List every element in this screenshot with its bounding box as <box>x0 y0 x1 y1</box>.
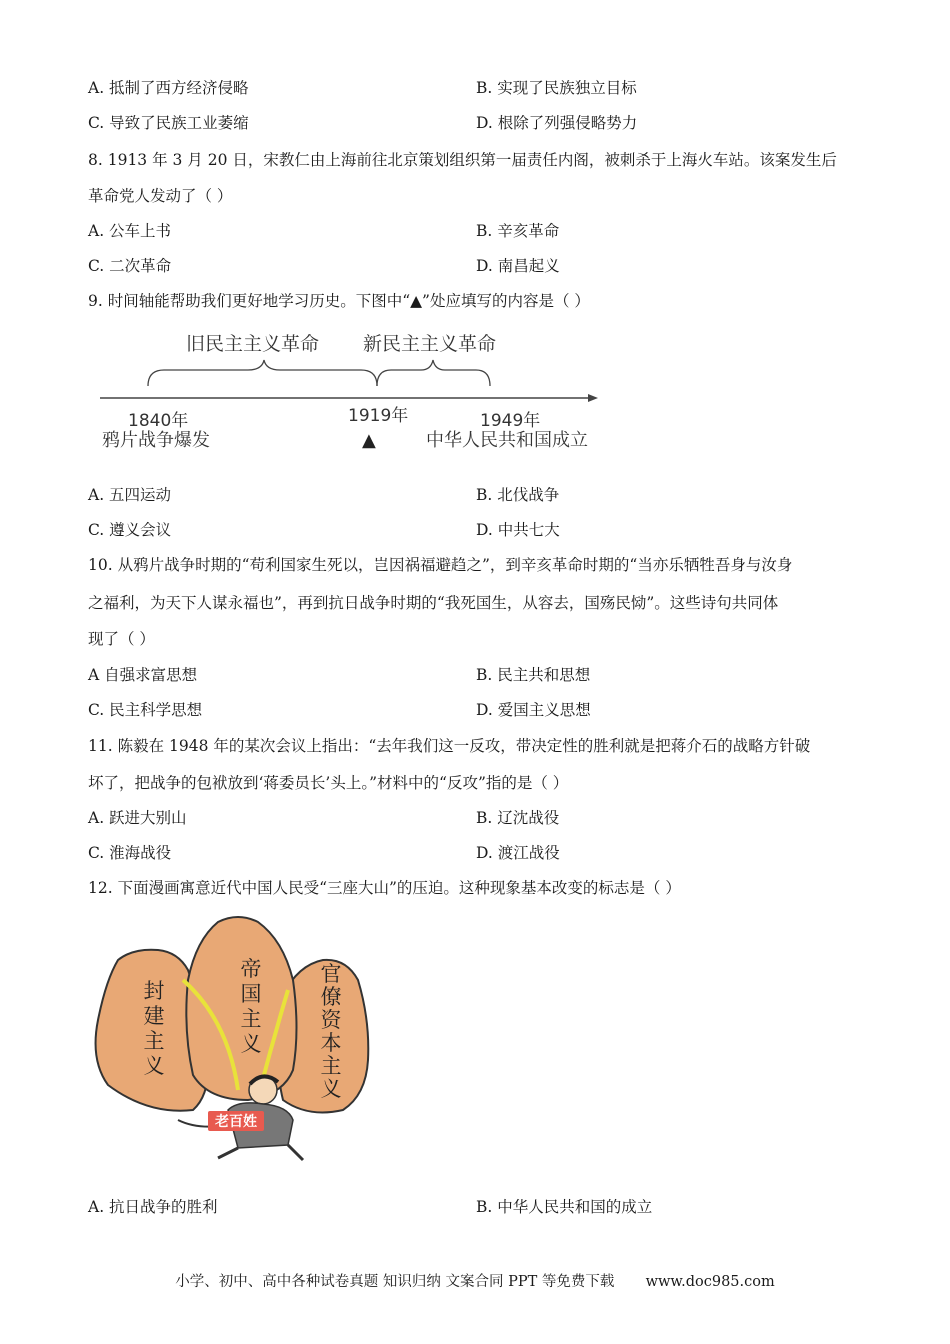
q10-option-a: A 自强求富思想 <box>88 666 198 684</box>
year-1949: 1949年 <box>480 411 541 431</box>
label-left-3: 主 <box>143 1029 165 1053</box>
q11-option-a: A. 跃进大别山 <box>88 809 187 827</box>
q8-option-a: A. 公车上书 <box>88 222 172 240</box>
q7-option-d: D. 根除了列强侵略势力 <box>476 114 638 132</box>
q8-stem-line1: 8. 1913 年 3 月 20 日，宋教仁由上海前往北京策划组织第一届责任内阁，被刺杀于上海火车站。该案发生后 <box>88 151 837 169</box>
label-mid-2: 国 <box>240 982 262 1006</box>
label-mid-1: 帝 <box>240 957 262 981</box>
q9-stem: 9. 时间轴能帮助我们更好地学习历史。下图中“▲”处应填写的内容是（ ） <box>88 292 590 310</box>
label-right-2: 僚 <box>320 985 342 1009</box>
q10-stem-line2: 之福利，为天下人谋永福也”，再到抗日战争时期的“我死国生，从容去，国殇民恸”。这些诗句共同体 <box>88 594 779 612</box>
q7-option-c: C. 导致了民族工业萎缩 <box>88 114 249 132</box>
event-1840: 鸦片战争爆发 <box>102 430 210 451</box>
footer-text: 小学、初中、高中各种试卷真题 知识归纳 文案合同 PPT 等免费下载 <box>175 1274 615 1290</box>
q10-stem-line1: 10. 从鸦片战争时期的“苟利国家生死以，岂因祸福避趋之”，到辛亥革命时期的“当亦乐牺牲吾身与汝身 <box>88 556 793 574</box>
label-left-4: 义 <box>143 1054 165 1078</box>
label-right-6: 义 <box>320 1077 342 1101</box>
q10-option-c: C. 民主科学思想 <box>88 701 203 719</box>
q9-option-b: B. 北伐战争 <box>476 486 560 504</box>
brace-new <box>377 360 490 386</box>
page-footer <box>0 1270 950 1291</box>
year-1840: 1840年 <box>128 411 189 431</box>
q11-option-c: C. 淮海战役 <box>88 844 172 862</box>
three-mountains-cartoon <box>88 910 378 1165</box>
label-right-4: 本 <box>320 1031 342 1055</box>
q12-stem: 12. 下面漫画寓意近代中国人民受“三座大山”的压迫。这种现象基本改变的标志是（ ） <box>88 879 681 897</box>
footer-link[interactable]: www.doc985.com <box>645 1274 775 1290</box>
q12-option-a: A. 抗日战争的胜利 <box>88 1198 218 1216</box>
label-right-3: 资 <box>320 1008 342 1032</box>
q9-option-a: A. 五四运动 <box>88 486 172 504</box>
label-left-2: 建 <box>143 1004 165 1028</box>
timeline-old-label: 旧民主主义革命 <box>186 333 320 355</box>
q8-option-b: B. 辛亥革命 <box>476 222 560 240</box>
label-left-1: 封 <box>143 979 165 1003</box>
triangle-marker: ▲ <box>362 430 376 451</box>
event-1949: 中华人民共和国成立 <box>426 430 588 451</box>
q11-option-b: B. 辽沈战役 <box>476 809 560 827</box>
q9-option-d: D. 中共七大 <box>476 521 560 539</box>
q11-option-d: D. 渡江战役 <box>476 844 560 862</box>
brace-old <box>148 360 377 386</box>
q7-option-a: A. 抵制了西方经济侵略 <box>88 79 249 97</box>
q10-stem-line3: 现了（ ） <box>88 630 155 648</box>
q8-stem-line2: 革命党人发动了（ ） <box>88 187 233 205</box>
q8-option-c: C. 二次革命 <box>88 257 172 275</box>
year-1919: 1919年 <box>348 406 409 426</box>
q11-stem-line2: 坏了，把战争的包袱放到‘蒋委员长’头上。”材料中的“反攻”指的是（ ） <box>88 774 569 792</box>
q10-option-d: D. 爱国主义思想 <box>476 701 591 719</box>
timeline-figure <box>88 326 608 456</box>
person-label: 老百姓 <box>215 1114 257 1130</box>
timeline-new-label: 新民主主义革命 <box>363 333 497 355</box>
q11-stem-line1: 11. 陈毅在 1948 年的某次会议上指出：“去年我们这一反攻，带决定性的胜利就是把蒋介石的战略方针破 <box>88 737 811 755</box>
label-mid-3: 主 <box>240 1007 262 1031</box>
axis-arrow <box>588 394 598 402</box>
label-right-5: 主 <box>320 1054 342 1078</box>
q7-option-b: B. 实现了民族独立目标 <box>476 79 637 97</box>
q8-option-d: D. 南昌起义 <box>476 257 560 275</box>
label-mid-4: 义 <box>240 1032 262 1056</box>
q9-option-c: C. 遵义会议 <box>88 521 172 539</box>
q12-option-b: B. 中华人民共和国的成立 <box>476 1198 653 1216</box>
q10-option-b: B. 民主共和思想 <box>476 666 591 684</box>
label-right-1: 官 <box>320 962 342 986</box>
